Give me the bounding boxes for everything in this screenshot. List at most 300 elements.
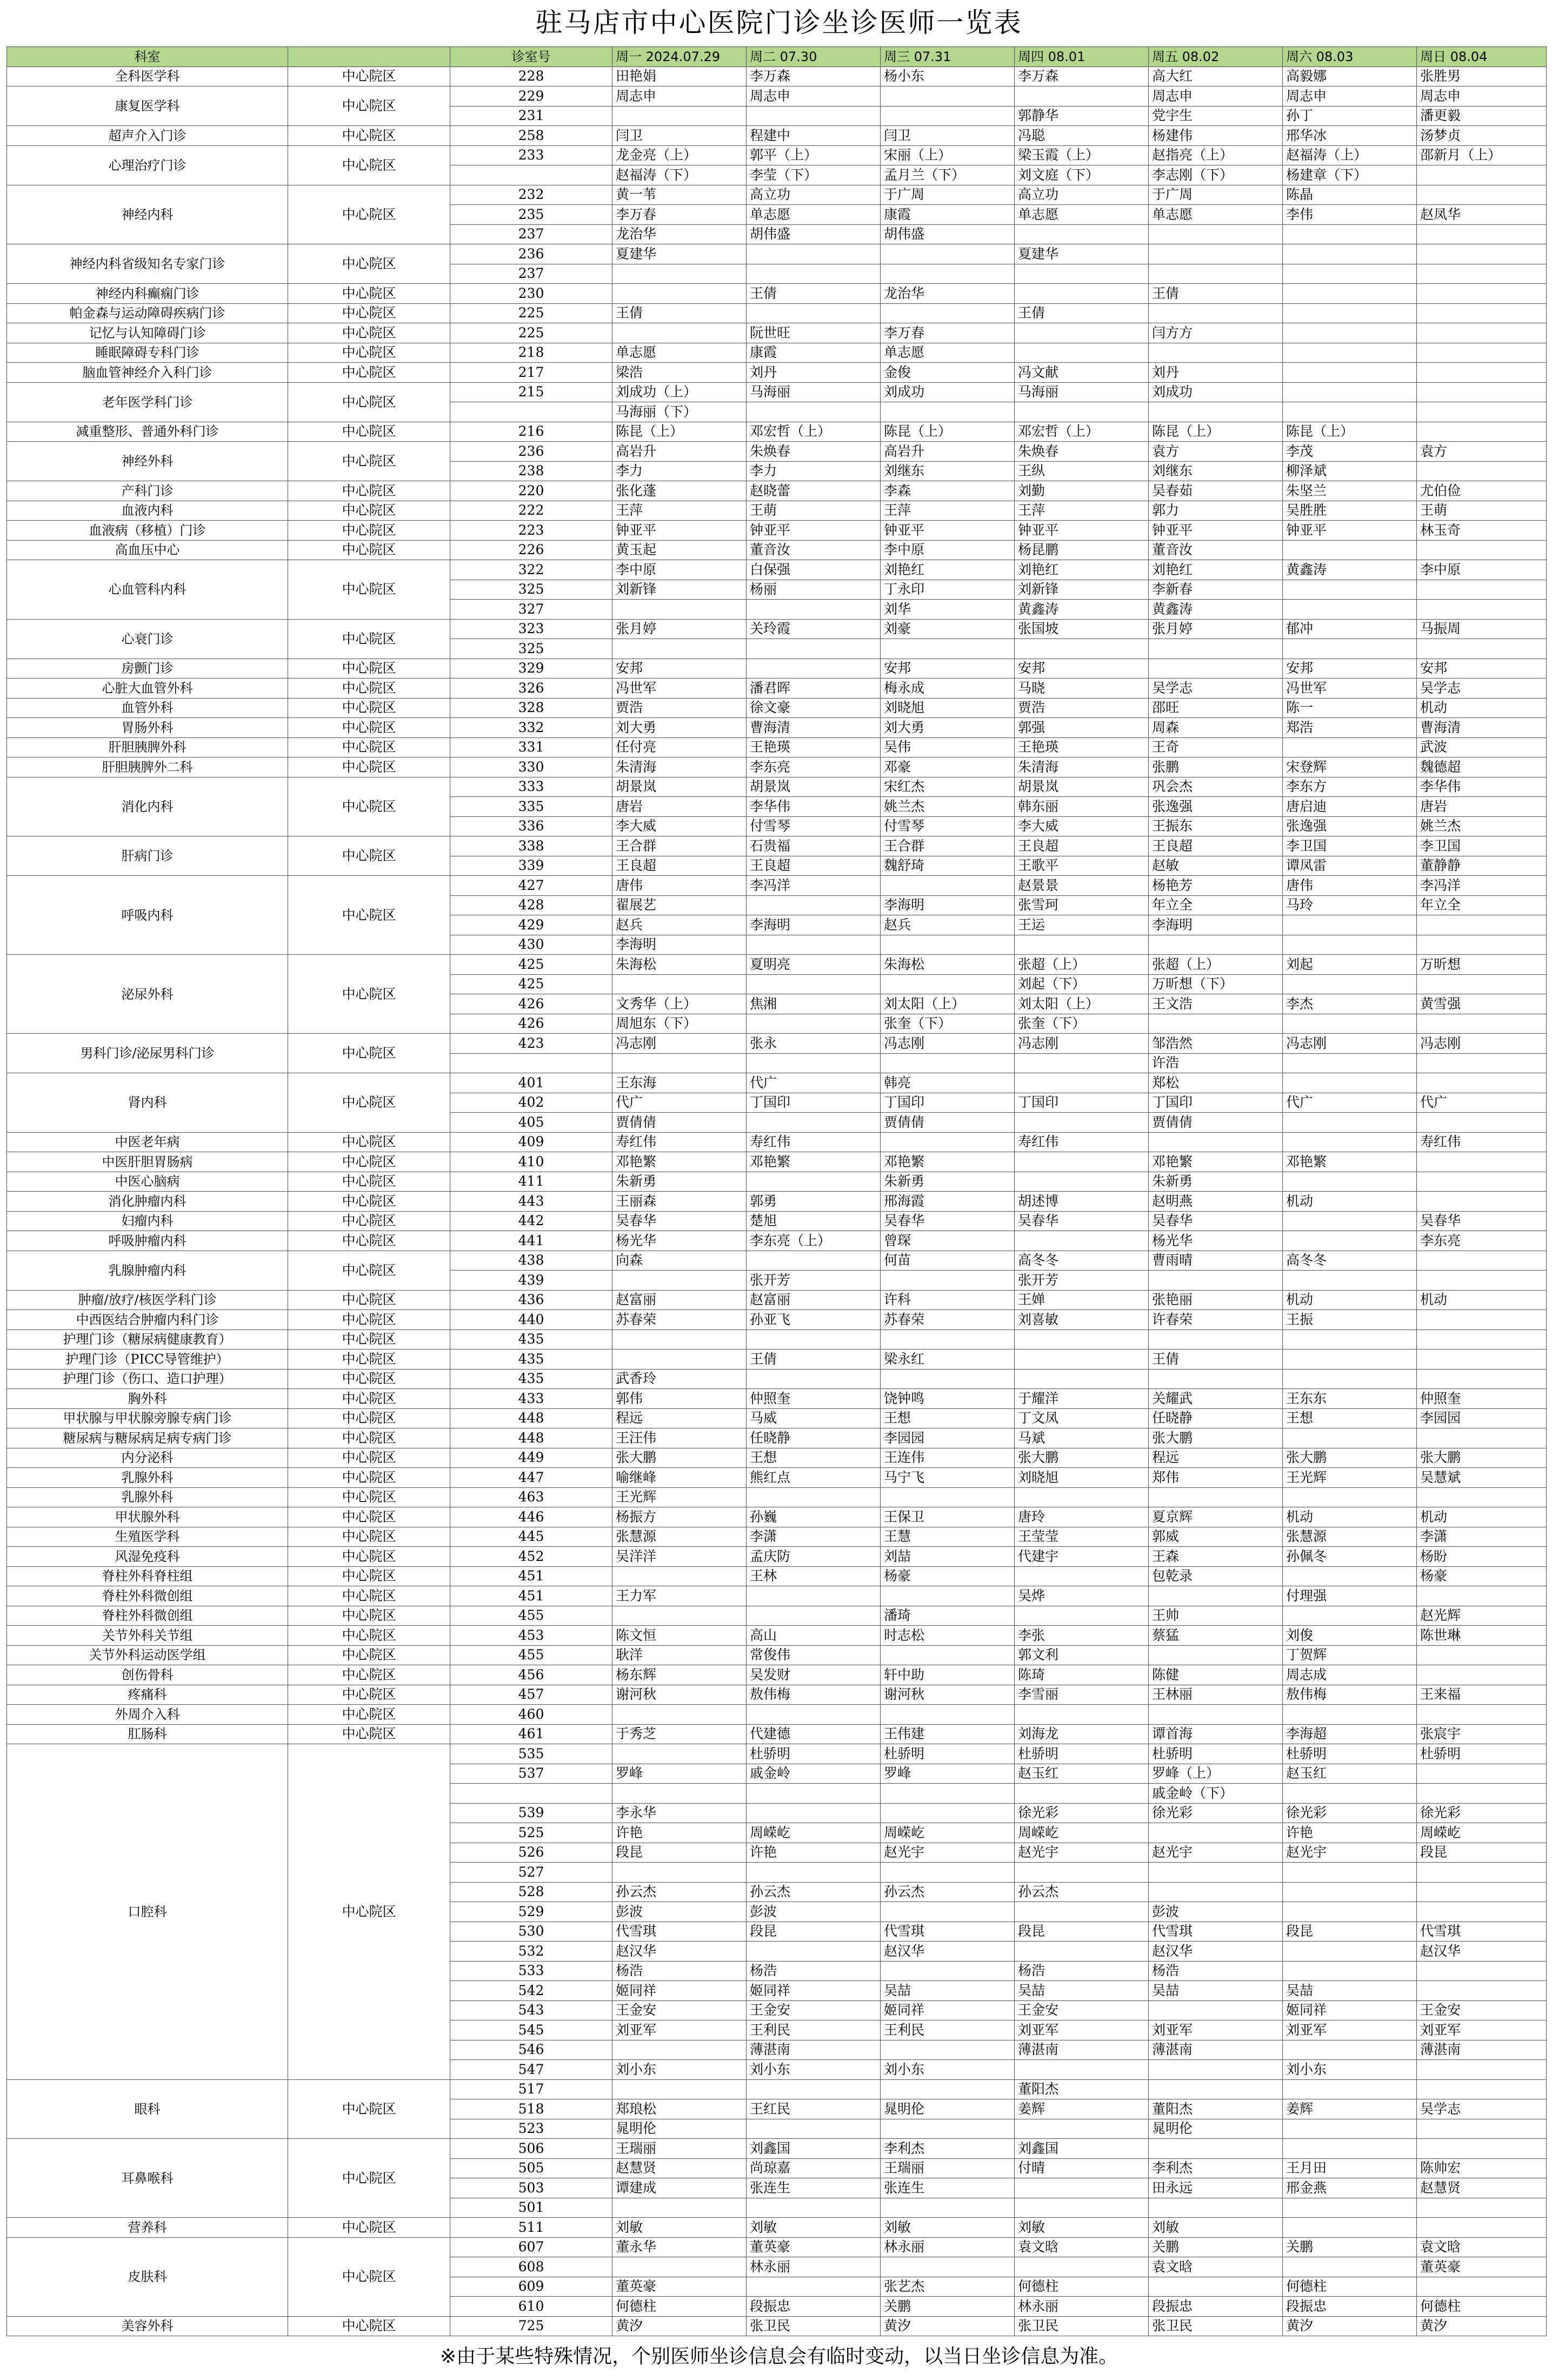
room-cell: 218 [450, 343, 612, 363]
doctor-cell [881, 2079, 1015, 2099]
doctor-cell: 周嵘屹 [1417, 1823, 1547, 1843]
table-row [7, 1645, 1547, 1665]
doctor-cell [1283, 737, 1417, 757]
doctor-cell: 董永华 [612, 2237, 747, 2257]
table-row [7, 2218, 1547, 2238]
doctor-cell: 年立全 [1417, 895, 1547, 915]
room-cell: 457 [450, 1685, 612, 1705]
doctor-cell: 李万森 [1015, 67, 1149, 87]
doctor-cell [881, 1784, 1015, 1804]
room-cell: 443 [450, 1192, 612, 1212]
doctor-cell [1015, 2178, 1149, 2198]
doctor-cell: 冯聪 [1015, 126, 1149, 146]
doctor-cell: 王纵 [1015, 461, 1149, 481]
doctor-cell: 杨浩 [1149, 1961, 1283, 1981]
doctor-cell: 徐文豪 [747, 698, 881, 718]
room-cell: 539 [450, 1803, 612, 1823]
room-cell: 503 [450, 2178, 612, 2198]
doctor-cell [747, 1053, 881, 1073]
campus-cell: 中心院区 [288, 1290, 450, 1310]
doctor-cell: 李园园 [881, 1428, 1015, 1448]
doctor-cell: 袁文晗 [1417, 2237, 1547, 2257]
table-row [7, 876, 1547, 896]
doctor-cell [1015, 1073, 1149, 1093]
room-cell: 456 [450, 1665, 612, 1685]
doctor-cell: 张开芳 [1015, 1271, 1149, 1291]
doctor-cell: 宋登辉 [1283, 757, 1417, 777]
room-cell: 330 [450, 757, 612, 777]
doctor-cell [747, 2277, 881, 2297]
doctor-cell: 钟亚平 [881, 521, 1015, 541]
doctor-cell [747, 1251, 881, 1271]
doctor-cell: 陈健 [1149, 1665, 1283, 1685]
doctor-cell [612, 1349, 747, 1370]
campus-cell: 中心院区 [288, 1705, 450, 1725]
doctor-cell: 高大红 [1149, 67, 1283, 87]
doctor-cell: 张宸宇 [1417, 1724, 1547, 1744]
doctor-cell: 刘小东 [612, 2060, 747, 2080]
doctor-cell [1015, 1349, 1149, 1370]
room-cell: 439 [450, 1271, 612, 1291]
doctor-cell: 郭强 [1015, 718, 1149, 738]
doctor-cell [1417, 1053, 1547, 1073]
doctor-cell: 刘艳红 [1149, 560, 1283, 580]
campus-cell: 中心院区 [288, 1744, 450, 2080]
doctor-cell: 单志愿 [612, 343, 747, 363]
room-cell: 448 [450, 1428, 612, 1448]
dept-name-cell: 护理门诊（PICC导管维护） [7, 1349, 288, 1370]
doctor-cell: 邵新月（上） [1417, 145, 1547, 165]
doctor-cell [881, 974, 1015, 994]
doctor-cell: 陈帅宏 [1417, 2158, 1547, 2178]
dept-name-cell: 内分泌科 [7, 1448, 288, 1468]
doctor-cell: 王连伟 [881, 1448, 1015, 1468]
doctor-cell: 王金安 [1015, 2000, 1149, 2020]
room-cell: 455 [450, 1606, 612, 1626]
doctor-cell [1015, 1369, 1149, 1389]
doctor-cell: 孙云杰 [612, 1882, 747, 1902]
doctor-cell: 寿红伟 [1417, 1132, 1547, 1152]
doctor-cell [1015, 935, 1149, 955]
doctor-cell: 丁永印 [881, 580, 1015, 600]
doctor-cell: 刘鑫国 [1015, 2139, 1149, 2159]
doctor-cell: 张艳丽 [1149, 1290, 1283, 1310]
doctor-cell: 许浩 [1149, 1053, 1283, 1073]
doctor-cell: 孟庆防 [747, 1547, 881, 1567]
doctor-cell: 王金安 [612, 2000, 747, 2020]
doctor-cell [1417, 1665, 1547, 1685]
table-row [7, 343, 1547, 363]
doctor-cell: 董英豪 [747, 2237, 881, 2257]
doctor-cell: 张卫民 [1149, 2316, 1283, 2336]
doctor-cell: 张开芳 [747, 1271, 881, 1291]
doctor-cell [1417, 264, 1547, 284]
doctor-cell: 李万春 [612, 205, 747, 225]
doctor-cell: 马海丽 [1015, 382, 1149, 402]
doctor-cell: 孙云杰 [747, 1882, 881, 1902]
doctor-cell: 姬同祥 [1283, 2000, 1417, 2020]
table-row [7, 757, 1547, 777]
doctor-cell: 杨盼 [1417, 1547, 1547, 1567]
table-row [7, 659, 1547, 679]
doctor-cell: 闫卫 [881, 126, 1015, 146]
doctor-cell: 陈世琳 [1417, 1626, 1547, 1646]
doctor-cell [1283, 303, 1417, 323]
table-body [7, 67, 1547, 2336]
doctor-cell [1417, 2060, 1547, 2080]
campus-cell: 中心院区 [288, 1724, 450, 1744]
doctor-cell: 何德柱 [1283, 2277, 1417, 2297]
doctor-cell [747, 600, 881, 620]
doctor-cell: 刘成功 [1149, 382, 1283, 402]
doctor-cell: 单志愿 [1015, 205, 1149, 225]
doctor-cell: 翟展艺 [612, 895, 747, 915]
doctor-cell: 王红民 [747, 2099, 881, 2119]
doctor-cell: 文秀华（上） [612, 994, 747, 1014]
room-cell: 410 [450, 1152, 612, 1172]
table-row [7, 836, 1547, 856]
doctor-cell: 赵晓蕾 [747, 481, 881, 501]
doctor-cell: 高毅娜 [1283, 67, 1417, 87]
doctor-cell: 单志愿 [1149, 205, 1283, 225]
doctor-cell: 杨丽 [747, 580, 881, 600]
doctor-cell: 高冬冬 [1283, 1251, 1417, 1271]
doctor-cell [1417, 1902, 1547, 1922]
campus-cell: 中心院区 [288, 1152, 450, 1172]
doctor-cell [1283, 323, 1417, 343]
doctor-cell [1149, 639, 1283, 659]
room-cell: 336 [450, 816, 612, 836]
doctor-cell [881, 87, 1015, 107]
doctor-cell: 刘豪 [881, 619, 1015, 639]
dept-name-cell: 脊柱外科脊柱组 [7, 1566, 288, 1586]
doctor-cell: 赵兵 [881, 915, 1015, 935]
doctor-cell: 武香玲 [612, 1369, 747, 1389]
dept-name-cell: 康复医学科 [7, 87, 288, 126]
doctor-cell: 胡景岚 [1015, 777, 1149, 797]
doctor-cell: 陈琦 [1015, 1665, 1149, 1685]
doctor-cell: 刘小东 [1283, 2060, 1417, 2080]
dept-name-cell: 房颤门诊 [7, 659, 288, 679]
doctor-cell [881, 1586, 1015, 1606]
dept-name-cell: 呼吸内科 [7, 876, 288, 955]
doctor-cell: 李中原 [881, 540, 1015, 560]
doctor-cell: 王艳瑛 [747, 737, 881, 757]
doctor-cell [747, 639, 881, 659]
doctor-cell: 王保卫 [881, 1507, 1015, 1527]
doctor-cell [747, 2079, 881, 2099]
doctor-cell: 刘成功 [881, 382, 1015, 402]
room-cell: 338 [450, 836, 612, 856]
doctor-cell [1417, 2218, 1547, 2238]
dept-name-cell: 中医心脑病 [7, 1172, 288, 1192]
dept-name-cell: 肝胆胰脾外科 [7, 737, 288, 757]
table-row [7, 1606, 1547, 1626]
doctor-cell [1417, 165, 1547, 185]
dept-name-cell: 关节外科关节组 [7, 1626, 288, 1646]
room-cell: 463 [450, 1487, 612, 1507]
doctor-cell: 董音汝 [1149, 540, 1283, 560]
doctor-cell: 薄湛南 [747, 2040, 881, 2060]
table-row [7, 1310, 1547, 1330]
table-row [7, 1329, 1547, 1349]
doctor-cell [747, 402, 881, 422]
doctor-cell [881, 1645, 1015, 1665]
doctor-cell [1417, 1705, 1547, 1725]
doctor-cell [1283, 1014, 1417, 1034]
doctor-cell: 黄汐 [881, 2316, 1015, 2336]
doctor-cell [1149, 1369, 1283, 1389]
doctor-cell: 王良超 [1015, 836, 1149, 856]
doctor-cell: 段昆 [1417, 1843, 1547, 1863]
doctor-cell [1015, 343, 1149, 363]
doctor-cell: 赵玉红 [1015, 1764, 1149, 1784]
doctor-cell: 王倩 [612, 303, 747, 323]
doctor-cell: 孟月兰（下） [881, 165, 1015, 185]
doctor-cell: 薄湛南 [1417, 2040, 1547, 2060]
doctor-cell: 付晴 [1015, 2158, 1149, 2178]
dept-name-cell: 胃肠外科 [7, 718, 288, 738]
campus-cell: 中心院区 [288, 521, 450, 541]
doctor-cell: 赵光宇 [1015, 1843, 1149, 1863]
doctor-cell: 何德柱 [1417, 2297, 1547, 2317]
doctor-cell: 钟亚平 [1149, 521, 1283, 541]
room-cell: 327 [450, 600, 612, 620]
col-header-wed: 周三 07.31 [881, 47, 1015, 67]
doctor-cell: 王振 [1283, 1310, 1417, 1330]
doctor-cell: 张卫民 [747, 2316, 881, 2336]
room-cell: 609 [450, 2277, 612, 2297]
dept-name-cell: 肛肠科 [7, 1724, 288, 1744]
table-row [7, 422, 1547, 442]
doctor-cell [1283, 1369, 1417, 1389]
table-row [7, 1448, 1547, 1468]
doctor-cell [1149, 244, 1283, 264]
doctor-cell: 高岩升 [881, 442, 1015, 462]
doctor-cell: 吴洋洋 [612, 1547, 747, 1567]
room-cell: 449 [450, 1448, 612, 1468]
doctor-cell: 丁国印 [1149, 1093, 1283, 1113]
room-cell: 428 [450, 895, 612, 915]
dept-name-cell: 血液内科 [7, 501, 288, 521]
doctor-cell: 吴春华 [881, 1211, 1015, 1231]
doctor-cell: 周志申 [612, 87, 747, 107]
doctor-cell [1015, 284, 1149, 304]
doctor-cell: 吴春华 [612, 1211, 747, 1231]
doctor-cell: 杨东辉 [612, 1665, 747, 1685]
doctor-cell [1283, 915, 1417, 935]
doctor-cell: 吴学志 [1417, 2099, 1547, 2119]
doctor-cell: 周志申 [1149, 87, 1283, 107]
dept-name-cell: 肾内科 [7, 1073, 288, 1133]
doctor-cell [1417, 1487, 1547, 1507]
doctor-cell: 王想 [747, 1448, 881, 1468]
doctor-cell: 赵汉华 [1417, 1942, 1547, 1962]
doctor-cell [612, 2257, 747, 2277]
table-row [7, 1369, 1547, 1389]
doctor-cell: 时志松 [881, 1626, 1015, 1646]
doctor-cell: 黄鑫涛 [1149, 600, 1283, 620]
doctor-cell: 陈晶 [1283, 185, 1417, 205]
doctor-cell: 马宁飞 [881, 1468, 1015, 1488]
room-cell: 323 [450, 619, 612, 639]
doctor-cell: 张月婷 [612, 619, 747, 639]
doctor-cell: 刘亚军 [1015, 2020, 1149, 2040]
doctor-cell: 饶钟鸣 [881, 1389, 1015, 1409]
doctor-cell [1283, 1863, 1417, 1883]
doctor-cell: 巩会杰 [1149, 777, 1283, 797]
doctor-cell [1417, 303, 1547, 323]
table-row [7, 1172, 1547, 1192]
table-row [7, 718, 1547, 738]
doctor-cell: 邢金燕 [1283, 2178, 1417, 2198]
campus-cell: 中心院区 [288, 2237, 450, 2316]
doctor-cell: 赵景景 [1015, 876, 1149, 896]
doctor-cell [881, 1132, 1015, 1152]
doctor-cell [881, 2040, 1015, 2060]
doctor-cell [1283, 1132, 1417, 1152]
doctor-cell: 胡景岚 [612, 777, 747, 797]
doctor-cell: 冯志刚 [612, 1034, 747, 1054]
room-cell: 339 [450, 856, 612, 876]
doctor-cell: 林永丽 [1015, 2297, 1149, 2317]
doctor-cell [1417, 639, 1547, 659]
doctor-cell [1417, 244, 1547, 264]
doctor-cell: 何德柱 [612, 2297, 747, 2317]
doctor-cell: 王萌 [1417, 501, 1547, 521]
doctor-cell [1283, 244, 1417, 264]
doctor-cell [1149, 2000, 1283, 2020]
campus-cell: 中心院区 [288, 718, 450, 738]
doctor-cell [1417, 2198, 1547, 2218]
room-cell: 329 [450, 659, 612, 679]
doctor-cell: 关鹏 [1283, 2237, 1417, 2257]
doctor-cell: 李中原 [612, 560, 747, 580]
doctor-cell: 马海丽（下） [612, 402, 747, 422]
table-row [7, 1290, 1547, 1310]
table-row [7, 2139, 1547, 2159]
doctor-cell: 周嵘屹 [1015, 1823, 1149, 1843]
room-cell: 233 [450, 145, 612, 165]
doctor-cell: 张雪珂 [1015, 895, 1149, 915]
doctor-cell: 李园园 [1417, 1408, 1547, 1428]
doctor-cell: 何苗 [881, 1251, 1015, 1271]
doctor-cell: 朱海松 [612, 955, 747, 975]
table-row [7, 481, 1547, 501]
room-cell: 608 [450, 2257, 612, 2277]
doctor-cell [1417, 1310, 1547, 1330]
campus-cell: 中心院区 [288, 442, 450, 481]
campus-cell: 中心院区 [288, 1369, 450, 1389]
doctor-cell: 苏春荣 [612, 1310, 747, 1330]
room-cell: 426 [450, 1014, 612, 1034]
room-cell: 332 [450, 718, 612, 738]
doctor-cell: 李东亮（上） [747, 1231, 881, 1251]
doctor-cell [1417, 363, 1547, 383]
doctor-cell [1149, 2060, 1283, 2080]
doctor-cell [881, 2257, 1015, 2277]
doctor-cell: 程建中 [747, 126, 881, 146]
doctor-cell: 刘新锋 [1015, 580, 1149, 600]
doctor-cell [881, 2198, 1015, 2218]
doctor-cell [747, 1369, 881, 1389]
doctor-cell [1015, 87, 1149, 107]
doctor-cell [881, 935, 1015, 955]
doctor-cell: 刘俊 [1283, 1626, 1417, 1646]
doctor-cell: 杜骄明 [747, 1744, 881, 1764]
doctor-cell: 赵光宇 [1283, 1843, 1417, 1863]
doctor-cell [1283, 284, 1417, 304]
doctor-cell: 王歌平 [1015, 856, 1149, 876]
doctor-cell: 刘起 [1283, 955, 1417, 975]
campus-cell: 中心院区 [288, 737, 450, 757]
room-cell: 440 [450, 1310, 612, 1330]
dept-name-cell: 血管外科 [7, 698, 288, 718]
doctor-cell [1417, 1113, 1547, 1133]
doctor-cell: 代广 [612, 1093, 747, 1113]
doctor-cell: 常俊伟 [747, 1645, 881, 1665]
doctor-cell: 许春荣 [1149, 1310, 1283, 1330]
doctor-cell [747, 659, 881, 679]
doctor-cell: 李华伟 [747, 797, 881, 817]
doctor-cell: 黄汐 [612, 2316, 747, 2336]
doctor-cell: 刘华 [881, 600, 1015, 620]
doctor-cell [1015, 1902, 1149, 1922]
doctor-cell [1283, 935, 1417, 955]
doctor-cell: 袁方 [1417, 442, 1547, 462]
doctor-cell: 单志愿 [881, 343, 1015, 363]
doctor-cell: 马威 [747, 1408, 881, 1428]
doctor-cell: 张卫民 [1015, 2316, 1149, 2336]
doctor-cell: 张慧源 [1283, 1527, 1417, 1547]
doctor-cell: 杨昆鹏 [1015, 540, 1149, 560]
doctor-cell: 梁浩 [612, 363, 747, 383]
dept-name-cell: 胸外科 [7, 1389, 288, 1409]
room-cell: 322 [450, 560, 612, 580]
doctor-cell [747, 1113, 881, 1133]
dept-name-cell: 肝病门诊 [7, 836, 288, 876]
doctor-cell: 何德柱 [1015, 2277, 1149, 2297]
doctor-cell: 张艺杰 [881, 2277, 1015, 2297]
doctor-cell: 代雪琪 [612, 1922, 747, 1942]
doctor-cell: 吴喆 [1283, 1981, 1417, 2001]
table-row [7, 1034, 1547, 1054]
doctor-cell: 董阳杰 [1149, 2099, 1283, 2119]
doctor-cell: 柳泽斌 [1283, 461, 1417, 481]
doctor-cell: 关耀武 [1149, 1389, 1283, 1409]
table-row [7, 1665, 1547, 1685]
doctor-cell: 贾倩倩 [1149, 1113, 1283, 1133]
doctor-cell: 关鹏 [1149, 2237, 1283, 2257]
doctor-cell: 刘晓旭 [881, 698, 1015, 718]
doctor-cell [1283, 1902, 1417, 1922]
doctor-cell: 王萍 [612, 501, 747, 521]
col-header-mon: 周一 2024.07.29 [612, 47, 747, 67]
doctor-cell [881, 1961, 1015, 1981]
doctor-cell: 李莹（下） [747, 165, 881, 185]
doctor-cell: 刘敏 [1015, 2218, 1149, 2238]
doctor-cell: 杜骄明 [1149, 1744, 1283, 1764]
doctor-cell: 贾浩 [1015, 698, 1149, 718]
doctor-cell [1417, 935, 1547, 955]
col-header-tue: 周二 07.30 [747, 47, 881, 67]
doctor-cell: 姬同祥 [747, 1981, 881, 2001]
room-cell [450, 1784, 612, 1804]
campus-cell: 中心院区 [288, 1389, 450, 1409]
doctor-cell: 姚兰杰 [1417, 816, 1547, 836]
campus-cell: 中心院区 [288, 363, 450, 383]
doctor-cell: 朱清海 [612, 757, 747, 777]
